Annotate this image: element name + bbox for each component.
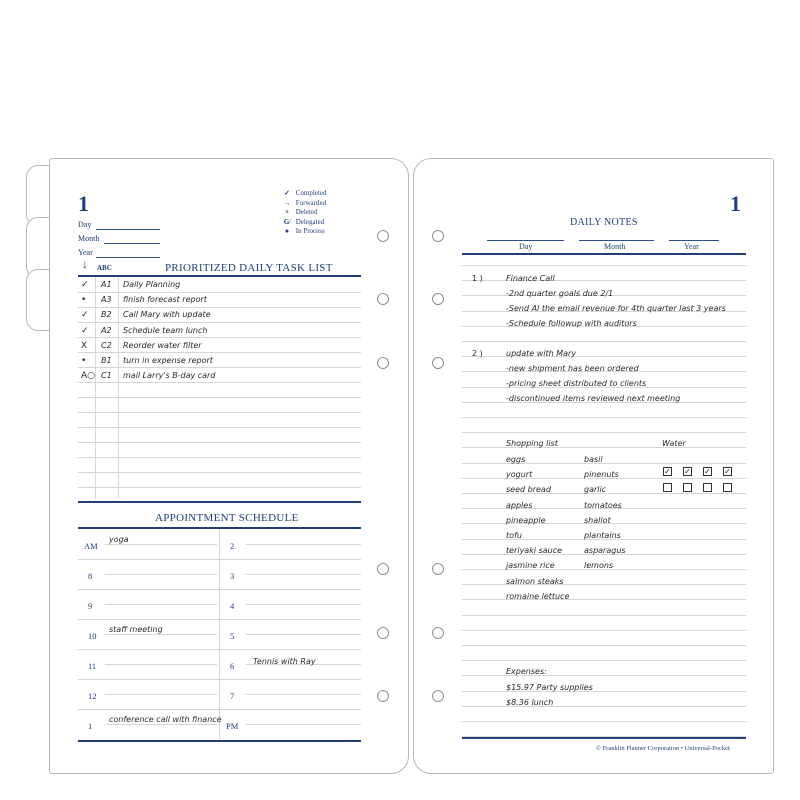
task-text: finish forecast report (123, 295, 207, 305)
appointment-hour-line (78, 709, 361, 710)
appointment-entry: Tennis with Ray (253, 657, 316, 666)
legend-label: Deleted (295, 208, 318, 216)
notes-rule-line (462, 432, 746, 433)
appointment-hour: 7 (230, 691, 235, 701)
day-label: Day (78, 220, 92, 229)
task-status: ✓ (81, 310, 89, 321)
shopping-item: salmon steaks (506, 576, 564, 586)
right-day-label: Day (519, 242, 533, 251)
appointment-hour: 9 (88, 601, 93, 611)
appointment-hour: 11 (88, 661, 97, 671)
right-month-line (579, 240, 654, 241)
legend-label: In Process (295, 227, 325, 235)
appointment-entry: conference call with finance (109, 715, 222, 724)
priority-column-divider (118, 277, 119, 499)
right-day-line (487, 240, 564, 241)
appointment-hour-line (78, 559, 361, 560)
appointment-top-rule (78, 501, 361, 503)
right-page (413, 158, 774, 774)
binder-hole (377, 357, 389, 369)
notes-rule-line (462, 615, 746, 616)
shopping-item: tomatoes (584, 500, 622, 510)
binder-hole (377, 627, 389, 639)
right-year-line (669, 240, 719, 241)
notes-top-rule (462, 253, 746, 255)
note-marker: 2 ) (472, 349, 483, 358)
appointment-half-line (246, 604, 361, 605)
legend-label: Forwarded (295, 198, 327, 207)
binder-hole (432, 357, 444, 369)
binder-hole (377, 690, 389, 702)
deleted-icon: × (285, 208, 289, 216)
task-rule-line (78, 457, 361, 458)
notes-rule-line (462, 463, 746, 464)
task-text: Reorder water filter (123, 340, 202, 350)
water-title: Water (662, 439, 686, 448)
left-date-number: 1 (78, 191, 89, 216)
appointment-half-line (246, 574, 361, 575)
binder-hole (432, 230, 444, 242)
appointment-column-divider (219, 529, 220, 739)
binder-hole (432, 563, 444, 575)
appointment-half-line (105, 634, 217, 635)
note-text: -Schedule followup with auditors (506, 319, 637, 328)
task-rule-line (78, 442, 361, 443)
appointment-half-line (105, 664, 217, 665)
legend-label: Delegated (295, 217, 325, 226)
task-status: • (81, 295, 87, 306)
month-line (104, 243, 160, 244)
right-month-label: Month (604, 242, 626, 251)
appointment-half-line (246, 724, 361, 725)
notes-rule-line (462, 706, 746, 707)
appointment-hour: 3 (230, 571, 235, 581)
right-date-number: 1 (730, 191, 741, 216)
shopping-item: eggs (506, 455, 526, 464)
task-priority: A2 (101, 325, 112, 335)
appointment-hour: 10 (88, 631, 97, 641)
appointment-title: APPOINTMENT SCHEDULE (155, 512, 299, 524)
month-label: Month (78, 234, 100, 243)
appointment-hour: AM (84, 541, 98, 551)
note-text: update with Mary (506, 349, 577, 358)
shopping-item: pinenuts (584, 470, 619, 480)
legend-label: Completed (295, 189, 327, 197)
down-arrow-icon: ↓ (82, 257, 88, 271)
shopping-item: teriyaki sauce (506, 546, 563, 556)
binder-hole (377, 293, 389, 305)
task-status: X (81, 340, 88, 351)
task-text: Call Mary with update (123, 310, 211, 320)
water-checkbox (723, 483, 732, 492)
binder-hole (377, 230, 389, 242)
notes-rule-line (462, 660, 746, 661)
daily-notes-title: DAILY NOTES (570, 217, 638, 228)
note-text: -Send Al the email revenue for 4th quarter last 3 years (506, 304, 726, 313)
appointment-hour-line (78, 589, 361, 590)
appointment-hour: 2 (230, 541, 235, 551)
shopping-item: shallot (584, 515, 611, 525)
note-text: Finance Call (506, 274, 555, 283)
left-page (49, 158, 409, 774)
appointment-half-line (246, 634, 361, 635)
task-priority: C1 (101, 371, 112, 381)
completed-icon: ✓ (284, 189, 290, 197)
task-list-rule (78, 275, 361, 277)
abc-label: ABC (97, 264, 112, 272)
task-priority: B1 (101, 356, 112, 365)
water-checkbox: ✓ (684, 467, 691, 476)
appointment-hour: 4 (230, 601, 235, 611)
notes-rule-line (462, 280, 746, 281)
water-checkbox (663, 483, 672, 492)
year-line (96, 257, 160, 258)
appointment-hour: 8 (88, 571, 93, 581)
task-rule-line (78, 352, 361, 353)
note-text: -discontinued items reviewed next meeting (506, 394, 681, 403)
day-line (96, 229, 160, 230)
appointment-hour: 1 (88, 721, 93, 731)
shopping-item: apples (506, 500, 533, 510)
notes-bottom-rule (462, 737, 746, 739)
appointment-half-line (246, 694, 361, 695)
task-rule-line (78, 472, 361, 473)
copyright-footer: © Franklin Planner Corporation • Universal-Pocket (596, 745, 730, 752)
water-checkbox: ✓ (664, 467, 671, 476)
task-rule-line (78, 382, 361, 383)
task-rule-line (78, 292, 361, 293)
task-rule-line (78, 427, 361, 428)
task-status: ✓ (81, 280, 89, 290)
appointment-hour-line (78, 649, 361, 650)
shopping-item: pineapple (506, 515, 546, 525)
task-text: Schedule team lunch (123, 325, 208, 335)
appointment-half-line (105, 574, 217, 575)
appointment-half-line (246, 544, 361, 545)
shopping-list-title: Shopping list (506, 439, 558, 448)
notes-rule-line (462, 341, 746, 342)
year-label: Year (78, 248, 93, 257)
delegated-icon: G⁄ (283, 217, 291, 226)
task-status: • (81, 356, 87, 366)
appointment-entry: staff meeting (109, 625, 163, 634)
binder-hole (432, 293, 444, 305)
task-rule-line (78, 322, 361, 323)
in-process-icon: ● (284, 227, 290, 235)
shopping-item: asparagus (584, 546, 626, 556)
appointment-bottom-rule (78, 740, 361, 742)
task-status: A○ (81, 371, 96, 382)
appointment-hour: 12 (88, 691, 97, 701)
task-text: Daily Planning (123, 280, 181, 289)
note-marker: 1 ) (472, 274, 483, 283)
shopping-item: garlic (584, 485, 607, 495)
task-text: mail Larry's B-day card (123, 371, 216, 381)
note-text: -2nd quarter goals due 2/1 (506, 289, 614, 298)
shopping-item: lemons (584, 561, 614, 571)
notes-rule-line (462, 691, 746, 692)
water-checkbox: ✓ (724, 467, 731, 476)
notes-rule-line (462, 630, 746, 631)
appointment-half-line (105, 724, 217, 725)
notes-rule-line (462, 645, 746, 646)
water-checkbox: ✓ (704, 467, 711, 476)
note-text: -pricing sheet distributed to clients (506, 379, 647, 388)
task-rule-line (78, 367, 361, 368)
binder-hole (432, 690, 444, 702)
shopping-item: plantains (584, 531, 621, 540)
task-status: ✓ (81, 325, 89, 336)
task-text: turn in expense report (123, 356, 213, 365)
notes-rule-line (462, 356, 746, 357)
appointment-half-line (105, 694, 217, 695)
task-priority: B2 (101, 310, 112, 320)
appointment-half-line (105, 604, 217, 605)
appointment-hour-line (78, 679, 361, 680)
notes-rule-line (462, 599, 746, 600)
notes-rule-line (462, 584, 746, 585)
water-checkbox (703, 483, 712, 492)
appointment-hour: PM (226, 721, 239, 731)
task-list-title: PRIORITIZED DAILY TASK LIST (165, 262, 333, 274)
shopping-item: basil (584, 455, 603, 464)
shopping-item: romaine lettuce (506, 591, 570, 601)
task-rule-line (78, 337, 361, 338)
water-checkbox (683, 483, 692, 492)
shopping-item: seed bread (506, 485, 551, 495)
task-rule-line (78, 307, 361, 308)
task-rule-line (78, 397, 361, 398)
expense-item: $8.36 lunch (506, 698, 554, 708)
appointment-half-line (105, 544, 217, 545)
expenses-title: Expenses: (506, 667, 547, 676)
notes-rule-line (462, 265, 746, 266)
appointment-entry: yoga (109, 535, 129, 544)
task-priority: C2 (101, 340, 112, 350)
task-rule-line (78, 487, 361, 488)
task-rule-line (78, 412, 361, 413)
binder-hole (377, 563, 389, 575)
appointment-hour: 6 (230, 661, 235, 671)
task-priority: A1 (101, 280, 112, 289)
appointment-hour: 5 (230, 631, 235, 641)
notes-rule-line (462, 447, 746, 448)
notes-rule-line (462, 721, 746, 722)
shopping-item: jasmine rice (506, 561, 555, 571)
appointment-hour-line (78, 619, 361, 620)
forwarded-icon: → (283, 198, 291, 207)
task-priority: A3 (101, 295, 112, 305)
note-text: -new shipment has been ordered (506, 364, 639, 373)
shopping-item: tofu (506, 531, 522, 540)
notes-rule-line (462, 675, 746, 676)
shopping-item: yogurt (506, 470, 533, 480)
binder-hole (432, 627, 444, 639)
notes-rule-line (462, 417, 746, 418)
right-year-label: Year (684, 242, 699, 251)
expense-item: $15.97 Party supplies (506, 683, 593, 692)
status-column-divider (95, 277, 96, 499)
